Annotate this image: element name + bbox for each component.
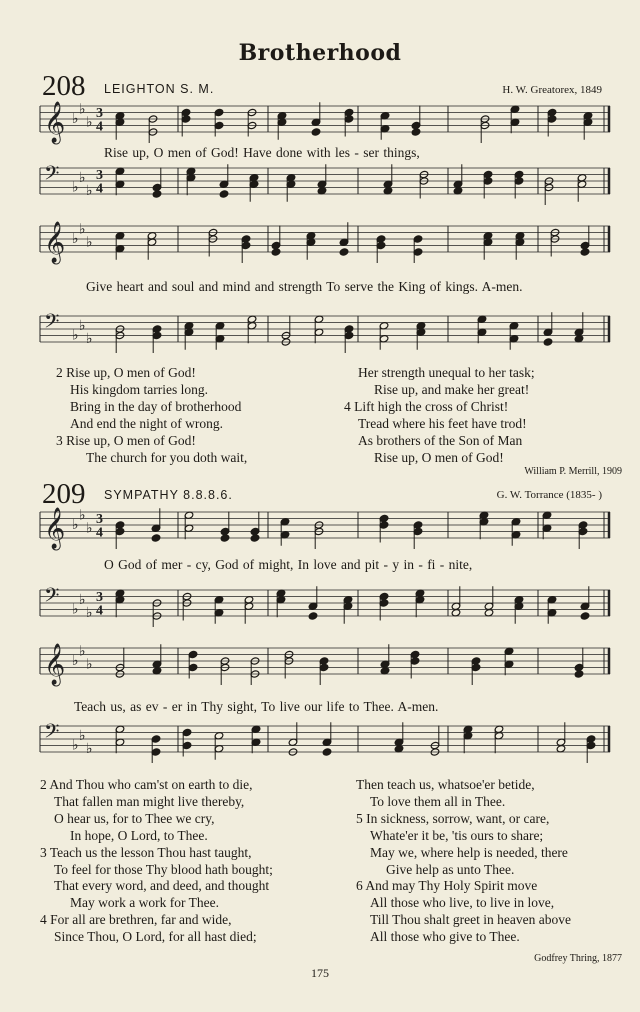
- treble-staff: [38, 98, 614, 148]
- page-title: Brotherhood: [238, 40, 402, 66]
- verse-line: To love them all in Thee.: [370, 793, 506, 809]
- hymn-number: 209: [42, 478, 86, 510]
- note-head: [271, 248, 281, 256]
- time-signature: 4: [96, 603, 103, 619]
- note-head: [580, 612, 590, 620]
- bass-clef: 𝄢: [44, 309, 60, 338]
- flat-sign: ♭: [79, 318, 86, 334]
- verse-line: May work a work for Thee.: [70, 895, 219, 911]
- treble-clef: 𝄞: [44, 102, 66, 143]
- note-head: [411, 128, 421, 136]
- treble-clef: 𝄞: [44, 644, 66, 685]
- tune-name: SYMPATHY 8.8.8.6.: [104, 488, 233, 502]
- flat-sign: ♭: [79, 508, 86, 524]
- verse-line: To feel for those Thy blood hath bought;: [54, 861, 273, 877]
- verse-line: Bring in the day of brotherhood: [70, 398, 242, 414]
- author: William P. Merrill, 1909: [524, 466, 622, 477]
- note-head: [311, 128, 321, 136]
- hymn-number: 208: [42, 70, 86, 102]
- note-head: [152, 190, 162, 198]
- flat-sign: ♭: [72, 180, 79, 196]
- bass-clef: 𝄢: [44, 583, 60, 612]
- note-head: [308, 612, 318, 620]
- flat-sign: ♭: [86, 183, 93, 199]
- verse-line: Her strength unequal to her task;: [358, 365, 535, 380]
- verse-line: In hope, O Lord, to Thee.: [70, 827, 208, 843]
- flat-sign: ♭: [79, 592, 86, 608]
- verses-left: [40, 777, 273, 946]
- verse-line: All those who give to Thee.: [370, 929, 520, 945]
- verse-line: And end the night of wrong.: [70, 415, 223, 431]
- verse-line: That fallen man might live thereby,: [54, 793, 245, 809]
- flat-sign: ♭: [79, 102, 86, 118]
- flat-sign: ♭: [72, 518, 79, 533]
- time-signature: 4: [96, 119, 103, 135]
- note-head: [339, 248, 349, 256]
- flat-sign: ♭: [72, 328, 79, 344]
- treble-clef: 𝄞: [44, 222, 66, 263]
- verse-line: May we, where help is needed, there: [370, 844, 568, 860]
- bass-staff: [38, 718, 614, 774]
- verse-line: 4 For all are brethren, far and wide,: [40, 912, 232, 928]
- verse-line: 3 Rise up, O men of God!: [56, 432, 196, 448]
- verse-line: Tread where his feet have trod!: [358, 415, 527, 431]
- flat-sign: ♭: [86, 115, 93, 131]
- flat-sign: ♭: [79, 728, 86, 744]
- time-signature: 3: [96, 168, 103, 184]
- composer: H. W. Greatorex, 1849: [502, 84, 602, 96]
- time-signature: 3: [96, 512, 103, 528]
- verse-line: That every word, and deed, and thought: [54, 878, 270, 894]
- lyric-line: Give heart and soul and mind and strength To serve the King of kings. A-men.: [86, 279, 523, 294]
- verse-line: As brothers of the Son of Man: [358, 432, 523, 448]
- flat-sign: ♭: [86, 331, 93, 347]
- verse-line: 4 Lift high the cross of Christ!: [344, 398, 509, 414]
- flat-sign: ♭: [72, 112, 79, 127]
- tune-name: LEIGHTON S. M.: [104, 82, 215, 96]
- time-signature: 3: [96, 106, 103, 122]
- flat-sign: ♭: [72, 738, 79, 754]
- time-signature: 3: [96, 590, 103, 606]
- lyric-line: O God of mer - cy, God of might, In love and pit - y in - fi - nite,: [104, 557, 473, 572]
- note-head: [220, 534, 230, 542]
- author: Godfrey Thring, 1877: [534, 953, 622, 964]
- bass-staff: [38, 160, 614, 212]
- verse-line: 6 And may Thy Holy Spirit move: [356, 878, 538, 894]
- lyric-line: Rise up, O men of God! Have done with les - ser things,: [104, 145, 420, 160]
- verse-line: Whate'er it be, 'tis ours to share;: [370, 827, 544, 843]
- treble-staff: [38, 640, 614, 692]
- note-head: [580, 248, 590, 256]
- verse-line: Since Thou, O Lord, for all hast died;: [54, 929, 257, 945]
- time-signature: 4: [96, 181, 103, 197]
- note-head: [219, 190, 229, 198]
- note-head: [322, 748, 332, 756]
- verses-right: [344, 365, 535, 466]
- flat-sign: ♭: [72, 232, 79, 247]
- bass-staff: [38, 308, 614, 360]
- lyric-line: Teach us, as ev - er in Thy sight, To live our life to Thee. A-men.: [74, 699, 439, 714]
- composer: G. W. Torrance (1835- ): [496, 489, 602, 501]
- flat-sign: ♭: [79, 644, 86, 660]
- flat-sign: ♭: [72, 654, 79, 669]
- verse-line: Rise up, and make her great!: [374, 381, 530, 397]
- verse-line: Give help as unto Thee.: [386, 861, 515, 877]
- verse-line: Rise up, O men of God!: [374, 449, 504, 465]
- flat-sign: ♭: [86, 657, 93, 673]
- flat-sign: ♭: [86, 235, 93, 251]
- flat-sign: ♭: [86, 605, 93, 621]
- verses-left: [56, 365, 247, 466]
- verse-line: His kingdom tarries long.: [70, 381, 208, 397]
- treble-staff: [38, 218, 614, 270]
- verse-line: O hear us, for to Thee we cry,: [54, 810, 215, 826]
- flat-sign: ♭: [79, 222, 86, 238]
- treble-clef: 𝄞: [44, 508, 66, 549]
- note-head: [574, 670, 584, 678]
- verse-line: All those who live, to live in love,: [370, 895, 555, 911]
- verse-line: 3 Teach us the lesson Thou hast taught,: [40, 844, 252, 860]
- note-head: [543, 338, 553, 346]
- page-number: 175: [311, 966, 329, 980]
- verse-line: 5 In sickness, sorrow, want, or care,: [356, 810, 550, 826]
- note-head: [151, 534, 161, 542]
- verse-line: Then teach us, whatsoe'er betide,: [356, 777, 535, 792]
- verse-line: Till Thou shalt greet in heaven above: [370, 912, 571, 928]
- note-head: [250, 534, 260, 542]
- verses-right: [356, 777, 571, 946]
- verse-line: 2 Rise up, O men of God!: [56, 365, 196, 380]
- bass-clef: 𝄢: [44, 161, 60, 190]
- flat-sign: ♭: [79, 170, 86, 186]
- flat-sign: ♭: [86, 741, 93, 757]
- flat-sign: ♭: [86, 521, 93, 537]
- bass-clef: 𝄢: [44, 719, 60, 748]
- treble-staff: [38, 504, 614, 556]
- flat-sign: ♭: [72, 602, 79, 618]
- time-signature: 4: [96, 525, 103, 541]
- bass-staff: [38, 582, 614, 634]
- verse-line: The church for you doth wait,: [86, 449, 248, 465]
- verse-line: 2 And Thou who cam'st on earth to die,: [40, 777, 253, 792]
